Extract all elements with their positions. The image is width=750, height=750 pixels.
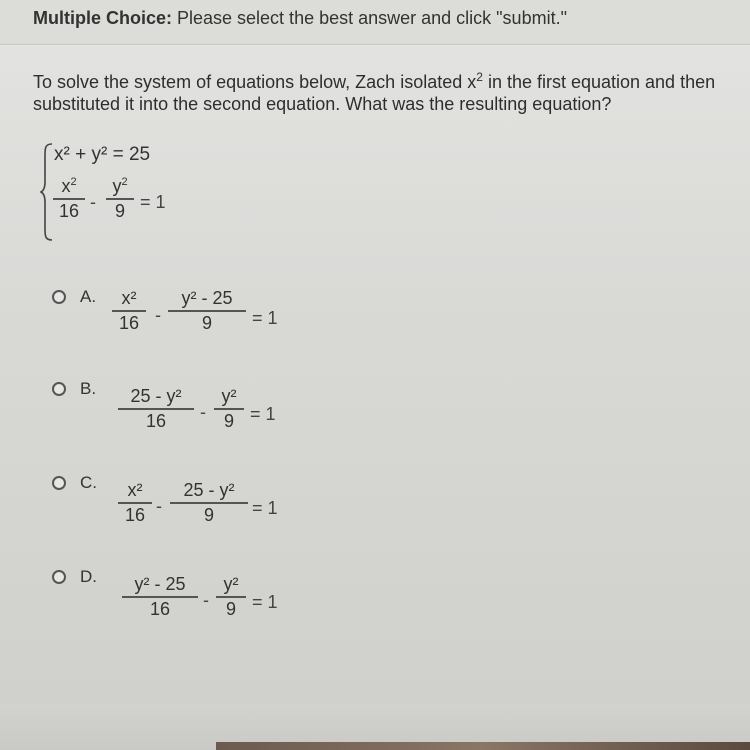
choice-c-fraction-2 xyxy=(170,480,248,526)
fraction-numerator: 25 - y² xyxy=(130,386,182,406)
fraction-bar xyxy=(168,310,246,312)
choice-a-minus: - xyxy=(155,305,161,325)
choice-a-fraction-1 xyxy=(112,288,146,334)
choice-b-fraction-1 xyxy=(118,386,194,432)
fraction-denominator: 16 xyxy=(145,410,167,431)
fraction-numerator: x² xyxy=(121,288,137,308)
choice-d-fraction-2 xyxy=(216,574,246,620)
fraction-numerator: y² - 25 xyxy=(181,288,233,308)
question-exponent: 2 xyxy=(476,70,483,84)
choice-c[interactable] xyxy=(52,473,352,556)
numerator-var: x xyxy=(61,176,71,196)
fraction-bar xyxy=(112,310,146,312)
question-part1: To solve the system of equations below, Zach isolated x xyxy=(33,72,477,92)
choice-c-rhs: = 1 xyxy=(252,498,278,518)
fraction-numerator xyxy=(53,176,85,197)
fraction-denominator: 9 xyxy=(201,312,212,333)
fraction-bar xyxy=(106,198,134,200)
choice-b-fraction-2 xyxy=(214,386,244,432)
system-fraction-2 xyxy=(106,176,134,222)
choice-b-letter: B. xyxy=(80,379,97,398)
header-divider xyxy=(0,45,750,46)
fraction-denominator: 16 xyxy=(124,504,146,525)
system-fraction-1 xyxy=(53,176,85,222)
fraction-bar xyxy=(118,502,152,504)
fraction-denominator: 16 xyxy=(58,200,80,221)
fraction-denominator: 9 xyxy=(203,504,214,525)
choice-c-letter: C. xyxy=(80,473,97,492)
numerator-var: y xyxy=(112,176,122,196)
fraction-bar xyxy=(214,408,244,410)
header-bold-prefix: Multiple Choice: xyxy=(33,8,172,28)
radio-choice-b[interactable] xyxy=(52,382,66,396)
fraction-bar xyxy=(53,198,85,200)
choice-b[interactable] xyxy=(52,379,352,462)
system-equation-1: x² + y² = 25 xyxy=(54,144,151,165)
fraction-bar xyxy=(170,502,248,504)
header-bar xyxy=(0,0,750,45)
choice-d-fraction-1 xyxy=(122,574,198,620)
choice-d-letter: D. xyxy=(80,567,97,586)
choice-d-rhs: = 1 xyxy=(252,592,278,612)
fraction-numerator: y² xyxy=(221,386,237,406)
fraction-denominator: 16 xyxy=(149,598,171,619)
choice-a[interactable] xyxy=(52,287,352,370)
numerator-exp: 2 xyxy=(121,176,128,188)
footer-edge xyxy=(216,742,750,750)
fraction-numerator: y² xyxy=(223,574,239,594)
equation-system xyxy=(40,140,240,250)
radio-choice-c[interactable] xyxy=(52,476,66,490)
fraction-denominator: 9 xyxy=(225,598,236,619)
fraction-denominator: 9 xyxy=(114,200,125,221)
system-rhs: = 1 xyxy=(140,192,166,212)
fraction-numerator: 25 - y² xyxy=(183,480,235,500)
question-text xyxy=(33,66,745,115)
brace-icon xyxy=(40,142,54,242)
fraction-denominator: 16 xyxy=(118,312,140,333)
fraction-numerator: x² xyxy=(127,480,143,500)
choice-a-fraction-2 xyxy=(168,288,246,334)
fraction-denominator: 9 xyxy=(223,410,234,431)
choice-d[interactable] xyxy=(52,567,352,650)
question-part2: in the first equation and then substituted it into the second equation. What was the resulting equation? xyxy=(33,72,716,114)
fraction-numerator: y² - 25 xyxy=(134,574,186,594)
choice-b-minus: - xyxy=(200,402,206,422)
choice-d-minus: - xyxy=(203,590,209,610)
choice-c-fraction-1 xyxy=(118,480,152,526)
choice-c-minus: - xyxy=(156,496,162,516)
choice-b-rhs: = 1 xyxy=(250,404,276,424)
header-instruction-text: Please select the best answer and click "submit." xyxy=(172,8,567,28)
numerator-exp: 2 xyxy=(70,176,77,188)
fraction-bar xyxy=(118,408,194,410)
fraction-bar xyxy=(122,596,198,598)
system-minus: - xyxy=(90,192,96,212)
radio-choice-d[interactable] xyxy=(52,570,66,584)
choice-a-rhs: = 1 xyxy=(252,308,278,328)
radio-choice-a[interactable] xyxy=(52,290,66,304)
choice-a-letter: A. xyxy=(80,287,97,306)
header-instruction xyxy=(33,8,567,29)
fraction-bar xyxy=(216,596,246,598)
fraction-numerator xyxy=(106,176,134,197)
